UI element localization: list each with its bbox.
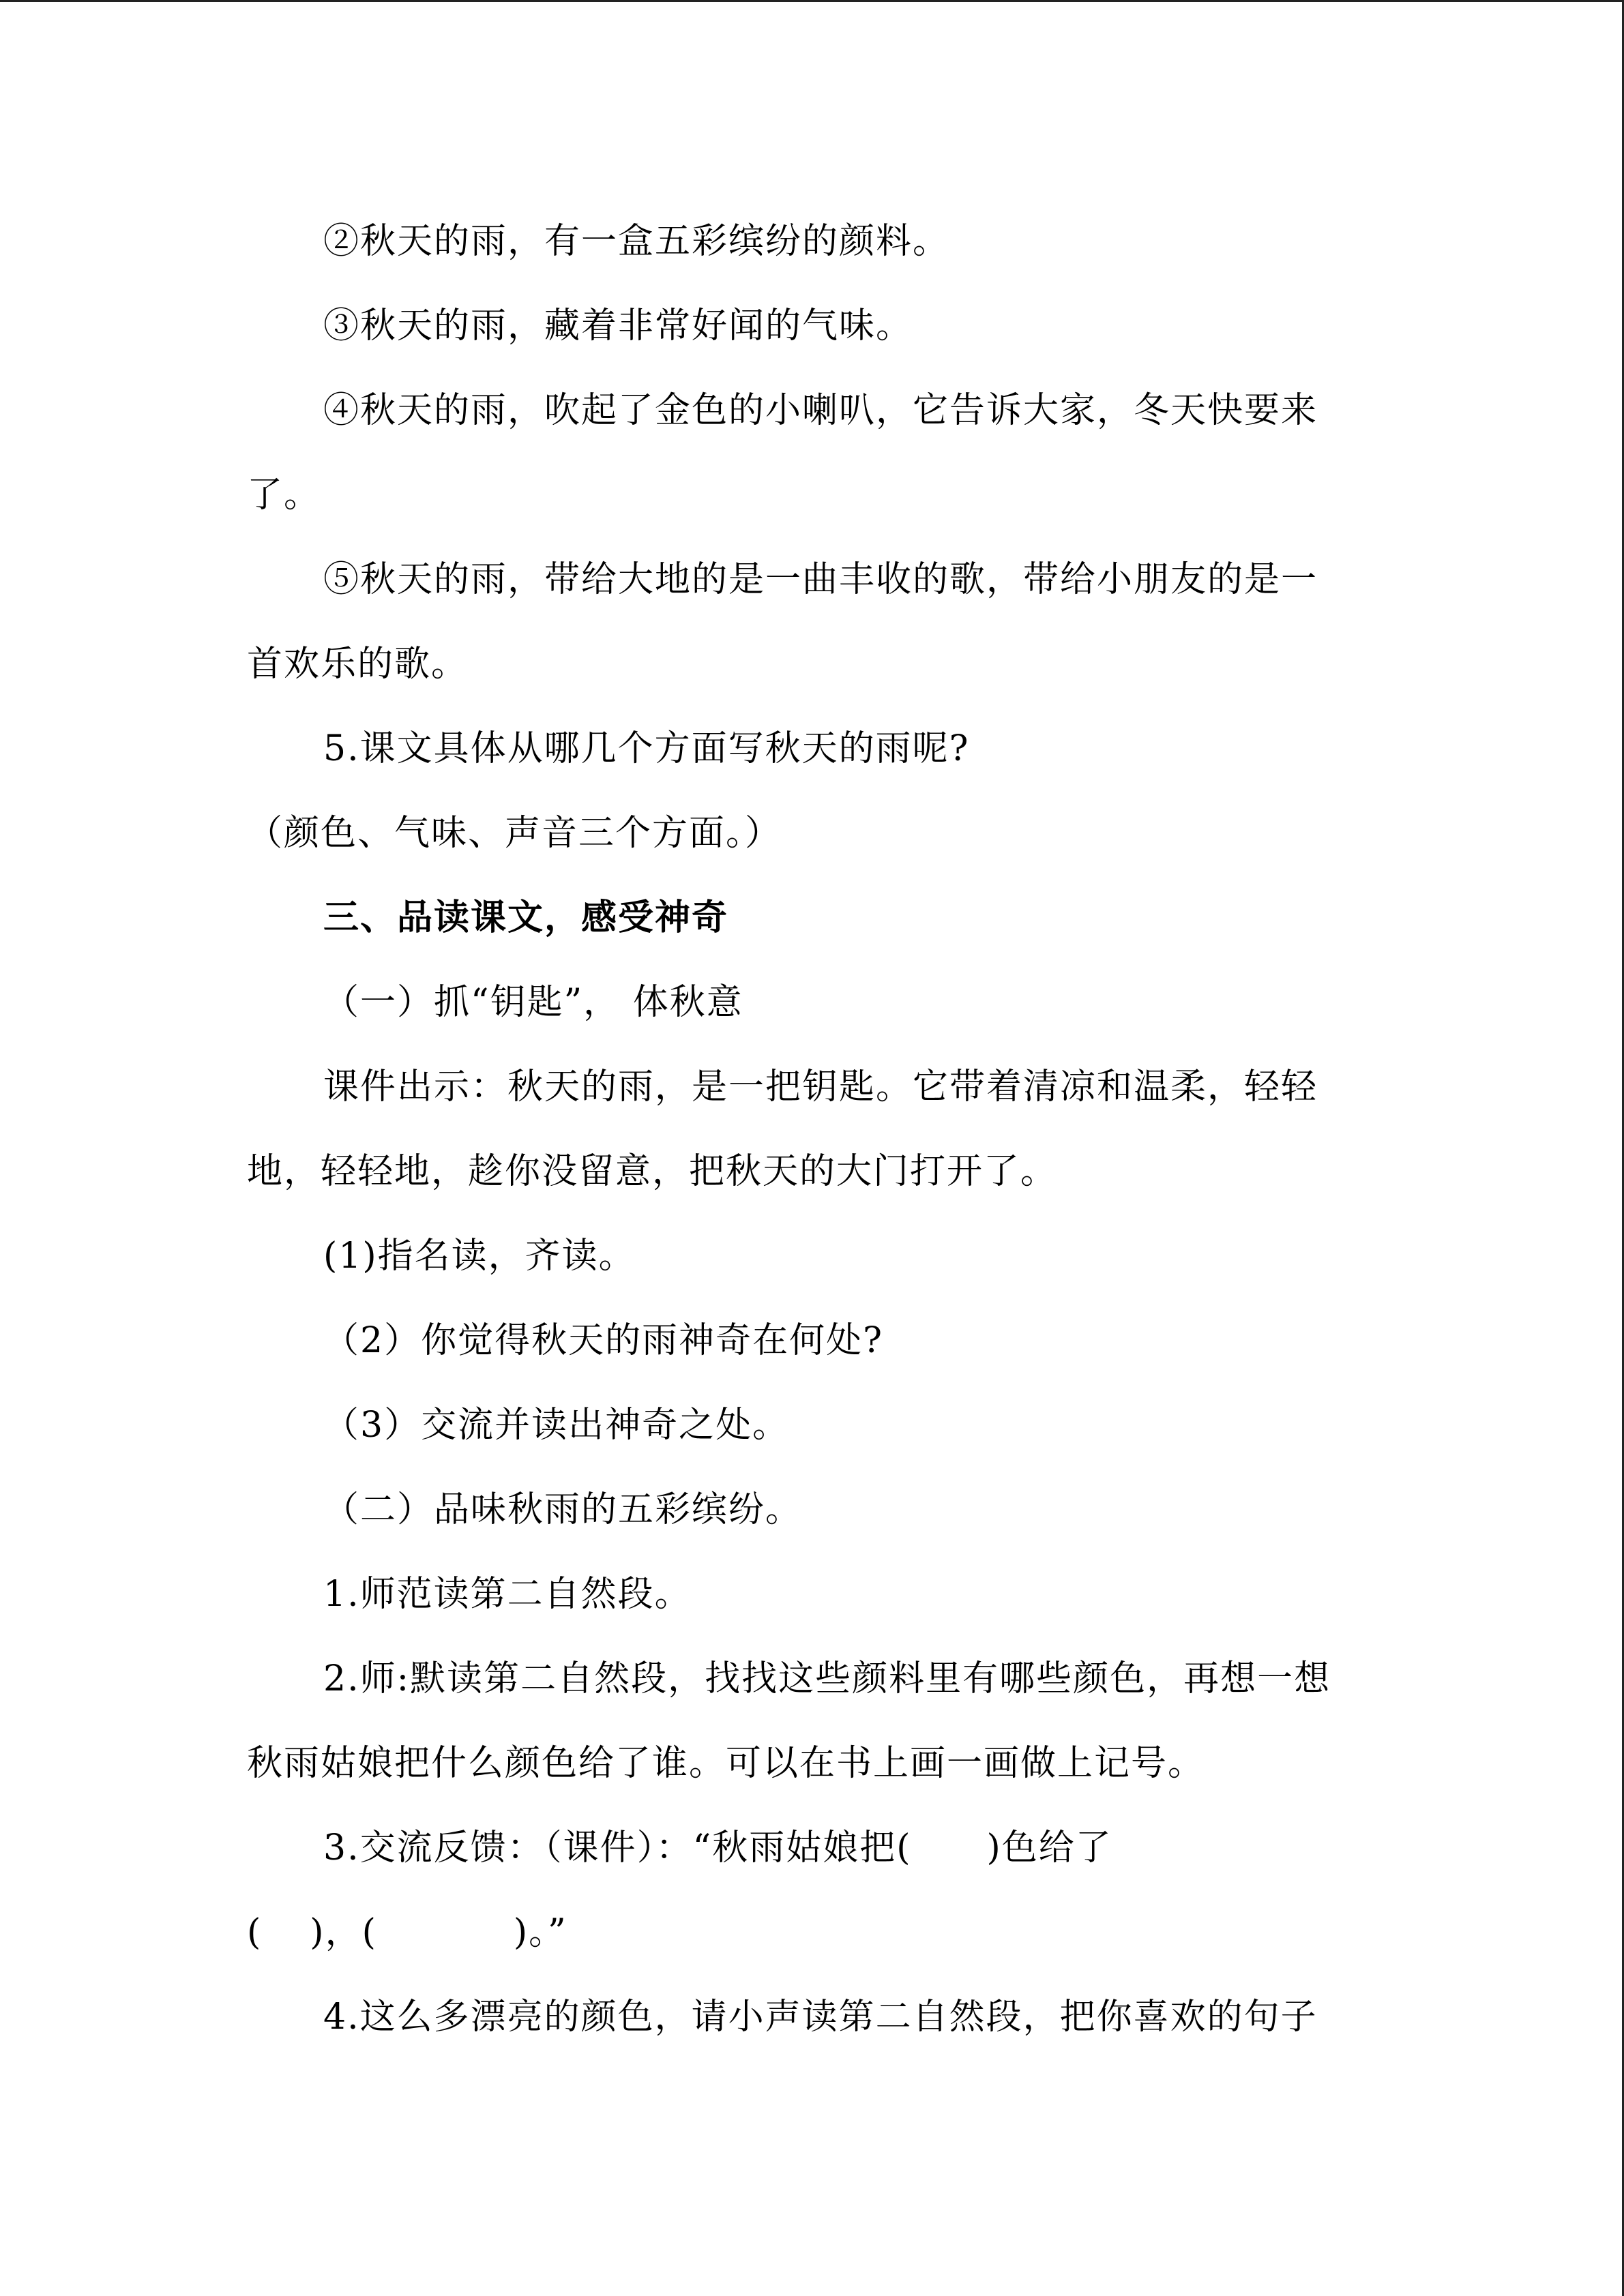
- fill-blank-text: (: [247, 1912, 263, 1953]
- step-line: （3）交流并读出神奇之处。: [323, 1405, 790, 1446]
- paragraph-line: ④秋天的雨，吹起了金色的小喇叭，它告诉大家，冬天快要来: [323, 390, 1318, 431]
- page-top-border: [0, 0, 1624, 2]
- step-line: (1)指名读，齐读。: [323, 1236, 636, 1277]
- fill-blank-line: [247, 1806, 1379, 1890]
- subsection-heading: （二）品味秋雨的五彩缤纷。: [323, 1489, 803, 1530]
- paragraph-line: ③秋天的雨，藏着非常好闻的气味。: [323, 305, 913, 346]
- answer-line: （颜色、气味、声音三个方面。）: [247, 813, 782, 854]
- document-body: [247, 199, 1379, 2059]
- step-line: 1.师范读第二自然段。: [323, 1574, 692, 1615]
- fill-blank-text: 3.交流反馈：（课件）：“秋雨姑娘把(: [323, 1828, 912, 1868]
- question-line: 5.课文具体从哪几个方面写秋天的雨呢?: [323, 728, 970, 769]
- fill-blank-line: [247, 1890, 1379, 1975]
- paragraph-line: 地，轻轻地，趁你没留意，把秋天的大门打开了。: [247, 1151, 1058, 1192]
- paragraph-line: ②秋天的雨，有一盒五彩缤纷的颜料。: [323, 221, 950, 262]
- step-line: 4.这么多漂亮的颜色，请小声读第二自然段，把你喜欢的句子: [323, 1997, 1318, 2038]
- step-line: 2.师:默读第二自然段，找找这些颜料里有哪些颜色，再想一想: [323, 1658, 1331, 1699]
- paragraph-line: 首欢乐的歌。: [247, 644, 469, 685]
- subsection-heading: （一）抓“钥匙”， 体秋意: [323, 982, 743, 1023]
- fill-blank-text: )。”: [513, 1912, 567, 1953]
- paragraph-line: 了。: [247, 475, 321, 516]
- section-heading: 三、品读课文，感受神奇: [323, 897, 729, 938]
- paragraph-line: 课件出示：秋天的雨，是一把钥匙。它带着清凉和温柔，轻轻: [323, 1067, 1318, 1107]
- paragraph-line: ⑤秋天的雨，带给大地的是一曲丰收的歌，带给小朋友的是一: [323, 559, 1318, 600]
- step-line: （2）你觉得秋天的雨神奇在何处?: [323, 1320, 883, 1361]
- paragraph-line: 秋雨姑娘把什么颜色给了谁。可以在书上画一画做上记号。: [247, 1743, 1205, 1784]
- fill-blank-text: )，(: [310, 1912, 377, 1953]
- fill-blank-text: )色给了: [986, 1828, 1112, 1868]
